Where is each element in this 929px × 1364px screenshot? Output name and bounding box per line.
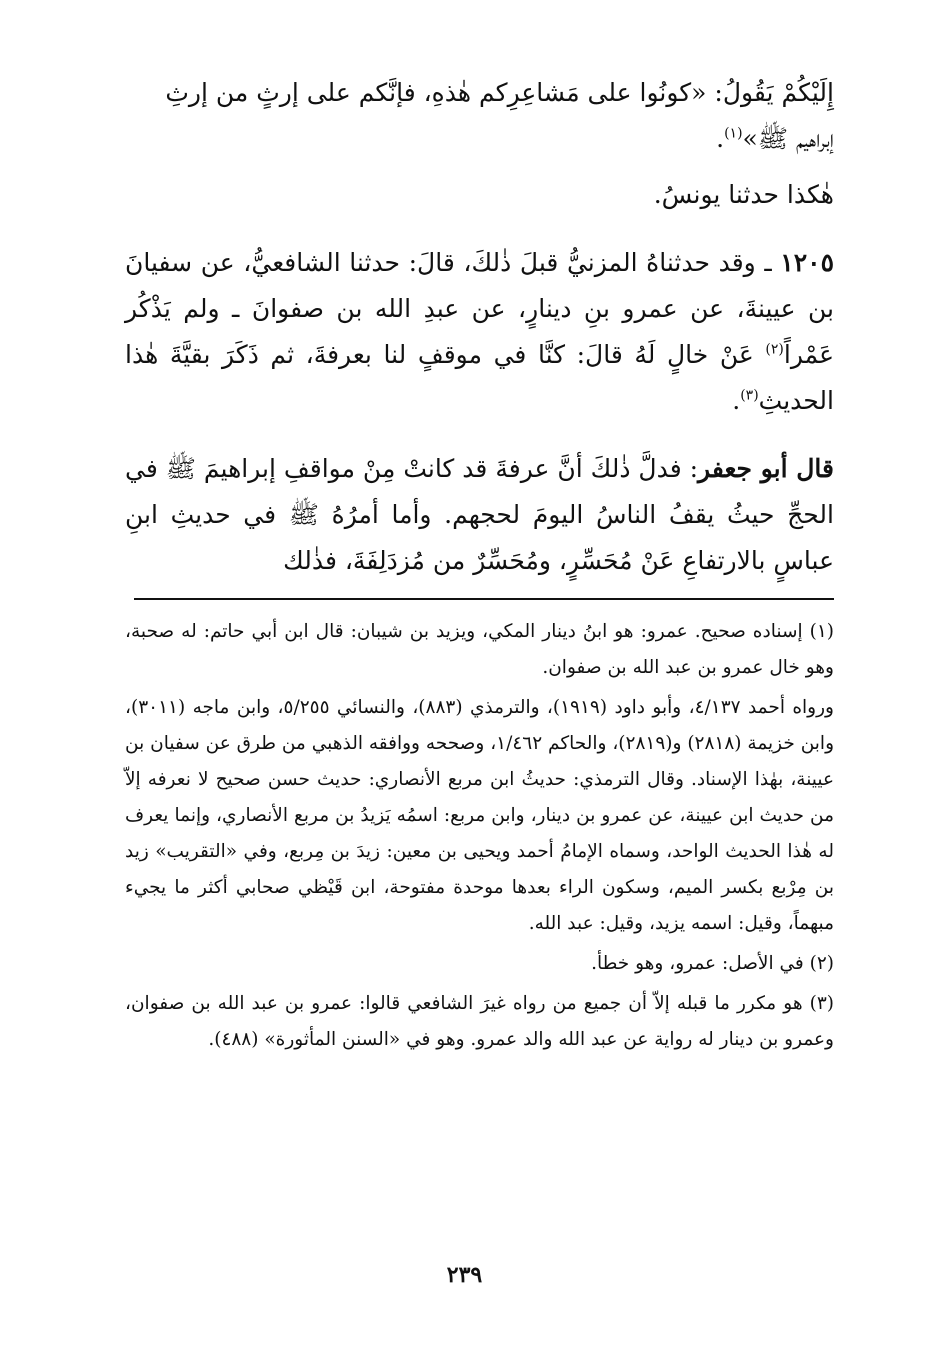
- text-line: إبراهيم ﷺ»: [742, 124, 834, 153]
- footnote-ref-2: (٢): [765, 341, 784, 358]
- paragraph-text: : فدلَّ ذٰلكَ أنَّ عرفةَ قد كانتْ مِنْ مواقفِ إبراهيمَ ﷺ في الحجِّ حيثُ يقفُ الناسُ اليومَ لحجهم. وأما أمرُهُ ﷺ في حديثِ ابنِ عباسٍ بالارتفاعِ عَنْ مُحَسِّرٍ، ومُحَسِّرٌ من مُزدَلِفَةَ، فذٰلك: [125, 454, 834, 575]
- footnote-ref-3: (٣): [740, 387, 759, 404]
- paragraph-1205: [125, 240, 834, 424]
- paragraph-text: عَنْ خالٍ لَهُ قالَ: كنَّا في موقفٍ لنا بعرفةَ، ثم ذَكَرَ بقيَّةَ هٰذا الحديثِ: [125, 340, 834, 415]
- hadith-number: ١٢٠٥: [780, 248, 834, 277]
- text-line: إِلَيْكُمْ يَقُولُ: «كونُوا على مَشاعِرِكم هٰذهِ، فإنَّكم على إرثٍ من إرثِ: [165, 78, 834, 107]
- main-text: [125, 70, 834, 584]
- footnote-1-continued: ورواه أحمد ٤/١٣٧، وأبو داود (١٩١٩)، والترمذي (٨٨٣)، والنسائي ٥/٢٥٥، وابن ماجه (٣٠١١)، وابن خزيمة (٢٨١٨) و(٢٨١٩)، والحاكم ١/٤٦٢، وصححه ووافقه الذهبي من طرق عن سفيان بن عيينة، بهٰذا الإسناد. وقال الترمذي: حديثُ ابن مربع الأنصاري: حديث حسن صحيح لا نعرفه إلاّ من حديث ابن عيينة، عن عمرو بن دينار، وابن مربع: اسمُه يَزيدُ بن مربع الأنصاري، وإنما يعرف له هٰذا الحديث الواحد، وسماه الإمامُ أحمد ويحيى بن معين: زيدَ بن مِربع، وفي «التقريب» زيد بن مِرْبع بكسر الميم، وسكون الراء بعدها موحدة مفتوحة، ابن قَيْظي صحابي أكثر ما يجيء مبهماً، وقيل: اسمه يزيد، وقيل: عبد الله.: [125, 697, 834, 934]
- footnotes: [125, 614, 834, 1058]
- text-punct: .: [716, 124, 725, 153]
- paragraph-narrator-note: هٰكذا حدثنا يونسُ.: [653, 180, 834, 209]
- footnote-3: (٣) هو مكرر ما قبله إلاّ أن جميع من رواه غيرَ الشافعي قالوا: عمرو بن عبد الله بن صفوان، وعمرو بن دينار له رواية عن عبد الله والد عمرو. وهو في «السنن المأثورة» (٤٨٨).: [125, 993, 834, 1050]
- footnote-separator: [134, 598, 834, 600]
- paragraph-abu-jafar: [125, 446, 834, 584]
- paragraph-text: ـ وقد حدثناهُ المزنيُّ قبلَ ذٰلكَ، قالَ: حدثنا الشافعيُّ، عن سفيانَ بن عيينةَ، عن عمرو بنِ دينارٍ، عن عبدِ الله بن صفوانَ ـ ولم يَذْكُر عَمْراً: [125, 248, 834, 369]
- footnote-ref-1: (١): [724, 125, 743, 142]
- speaker-label: قال أبو جعفر: [698, 454, 834, 483]
- text-punct: .: [732, 386, 741, 415]
- page-number: ٢٣٩: [446, 1262, 483, 1288]
- footnote-2: (٢) في الأصل: عمرو، وهو خطأ.: [591, 953, 834, 974]
- footnote-1: (١) إسناده صحيح. عمرو: هو ابنُ دينار المكي، ويزيد بن شيبان: قال ابن أبي حاتم: له صحبة، وهو خال عمرو بن عبد الله بن صفوان.: [125, 621, 834, 678]
- paragraph-hadith-quote: [125, 70, 834, 162]
